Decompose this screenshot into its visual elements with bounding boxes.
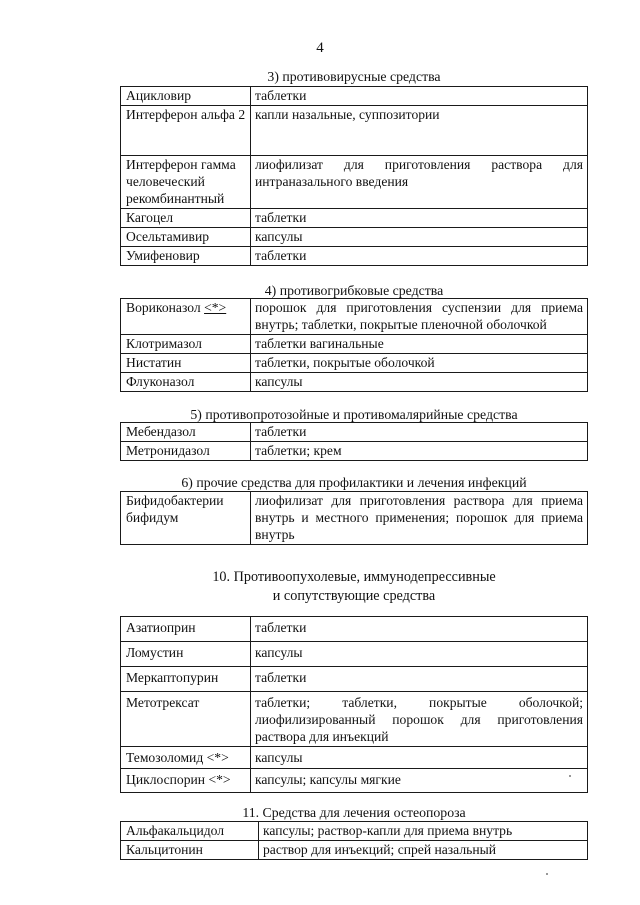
drug-name: Кальцитонин [121,841,259,860]
drug-form: лиофилизат для приготовления раствора для приема внутрь и местного применения; порошок для приема внутрь [251,492,588,545]
table-row [121,209,588,228]
drug-name: Бифидобактерии бифидум [121,492,251,545]
table-row [121,442,588,461]
section-heading-antiprotozoal: 5) противопротозойные и противомалярийные средства [190,407,518,422]
drug-name: Циклоспорин <*> [121,769,251,793]
drug-form: таблетки [251,209,588,228]
drug-form: порошок для приготовления суспензии для приема внутрь; таблетки, покрытые пленочной оболочкой [251,299,588,335]
drug-name [121,299,251,335]
section-heading-other-infections: 6) прочие средства для профилактики и лечения инфекций [181,475,527,490]
drug-name: Ацикловир [121,87,251,106]
other-infections-table [120,491,588,545]
drug-name: Осельтамивир [121,228,251,247]
footnote-mark: <*> [204,300,227,315]
drug-form: капсулы; капсулы мягкие [251,769,588,793]
drug-name: Мебендазол [121,423,251,442]
drug-name: Ломустин [121,642,251,667]
drug-name: Интерферон гамма человеческий рекомбинантный [121,156,251,209]
table-row [121,228,588,247]
drug-name: Меркаптопурин [121,667,251,692]
drug-form: капли назальные, суппозитории [251,106,588,156]
drug-form: капсулы [251,228,588,247]
table-row [121,692,588,747]
table-row [121,335,588,354]
antiprotozoal-table [120,422,588,461]
table-row [121,354,588,373]
drug-name: Метронидазол [121,442,251,461]
table-row [121,841,588,860]
drug-form: таблетки [251,247,588,266]
drug-name: Флуконазол [121,373,251,392]
drug-name: Нистатин [121,354,251,373]
table-row [121,373,588,392]
antifungal-table [120,298,588,392]
antineoplastic-table [120,616,588,793]
section-heading-osteoporosis: 11. Средства для лечения остеопороза [242,805,466,820]
drug-form: лиофилизат для приготовления раствора для интраназального введения [251,156,588,209]
table-row [121,617,588,642]
drug-name: Интерферон альфа 2 [121,106,251,156]
drug-form: таблетки вагинальные [251,335,588,354]
osteoporosis-table [120,821,588,860]
table-row [121,106,588,156]
section-heading-antifungal: 4) противогрибковые средства [264,283,444,298]
page-number: 4 [316,40,324,56]
drug-name-text: Вориконазол [126,300,201,315]
antiviral-table [120,86,588,266]
drug-form: таблетки; крем [251,442,588,461]
section-heading-antineoplastic [120,568,588,606]
table-row [121,299,588,335]
table-row [121,747,588,769]
scan-speck [546,873,548,875]
table-row [121,642,588,667]
drug-form: таблетки, покрытые оболочкой [251,354,588,373]
drug-form: капсулы [251,642,588,667]
drug-name: Умифеновир [121,247,251,266]
scan-speck [569,775,571,777]
table-row [121,87,588,106]
drug-name: Кагоцел [121,209,251,228]
drug-name: Азатиоприн [121,617,251,642]
table-row [121,156,588,209]
drug-form: капсулы; раствор-капли для приема внутрь [259,822,588,841]
drug-form: капсулы [251,747,588,769]
drug-form: капсулы [251,373,588,392]
drug-name: Клотримазол [121,335,251,354]
drug-name: Темозоломид <*> [121,747,251,769]
table-row [121,423,588,442]
drug-form: таблетки [251,667,588,692]
drug-name: Метотрексат [121,692,251,747]
heading-line-2: и сопутствующие средства [272,588,436,604]
table-row [121,247,588,266]
drug-name: Альфакальцидол [121,822,259,841]
section-heading-antiviral: 3) противовирусные средства [267,69,441,84]
drug-form: раствор для инъекций; спрей назальный [259,841,588,860]
heading-line-1: 10. Противоопухолевые, иммунодепрессивные [212,569,496,585]
drug-form: таблетки [251,617,588,642]
drug-form: таблетки; таблетки, покрытые оболочкой; лиофилизированный порошок для приготовления раствора для инъекций [251,692,588,747]
table-row [121,769,588,793]
table-row [121,822,588,841]
table-row [121,667,588,692]
drug-form: таблетки [251,87,588,106]
drug-form: таблетки [251,423,588,442]
table-row [121,492,588,545]
